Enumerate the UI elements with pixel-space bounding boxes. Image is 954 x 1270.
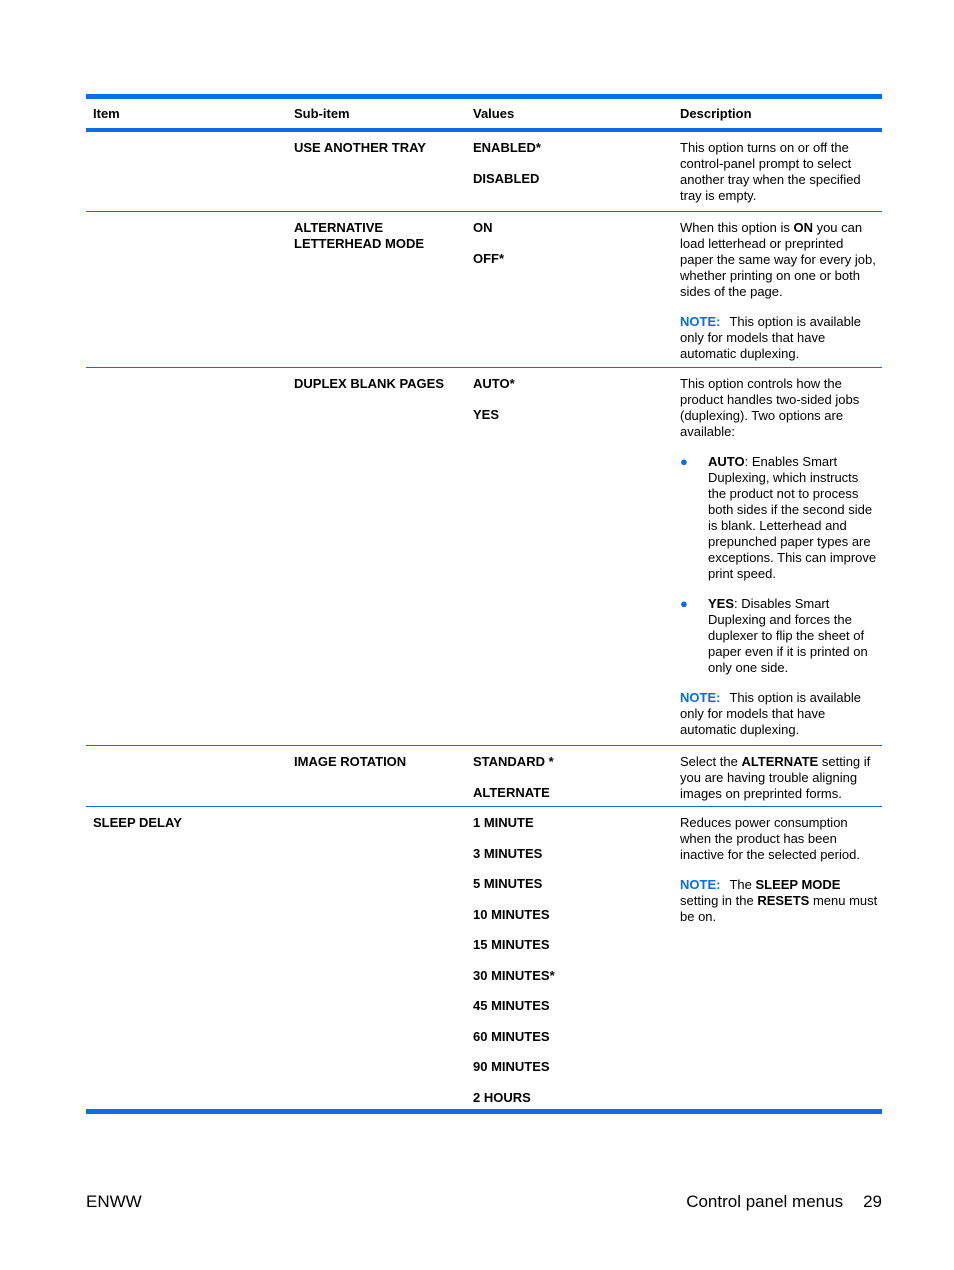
- row-description: [673, 376, 882, 739]
- row-values: [466, 140, 673, 205]
- row-subitem: DUPLEX BLANK PAGES: [294, 376, 444, 391]
- section-title: Control panel menus: [686, 1192, 844, 1211]
- description-part: setting if you are having trouble aligning images on preprinted forms.: [680, 754, 871, 801]
- bullet-detail: : Disables Smart Duplexing and forces the duplexer to flip the sheet of paper even if it is printed on only one side.: [708, 596, 868, 675]
- settings-table: [86, 94, 882, 1114]
- value-option: YES: [473, 406, 500, 422]
- row-item: [86, 376, 287, 739]
- value-option: 3 MINUTES: [473, 845, 543, 861]
- value-option: 15 MINUTES: [473, 937, 550, 952]
- header-description: Description: [680, 106, 752, 121]
- row-values: [466, 376, 673, 739]
- value-option: 10 MINUTES: [473, 906, 550, 922]
- row-subitem: USE ANOTHER TRAY: [294, 140, 426, 155]
- note: [680, 690, 878, 738]
- description-part: you can load letterhead or preprinted paper the same way for every job, whether printing on one or both sides of the page.: [680, 220, 876, 299]
- value-option: DISABLED: [473, 170, 540, 186]
- bullet-detail: : Enables Smart Duplexing, which instructs the product not to process both sides if the second side is blank. Letterhead and prepunched paper types are exceptions. This can improve print speed.: [708, 454, 877, 581]
- header-values: Values: [473, 106, 515, 121]
- value-option: AUTO*: [473, 376, 515, 391]
- bullet-icon: ●: [680, 454, 688, 469]
- row-item: [86, 754, 287, 800]
- header-subitem: Sub-item: [294, 106, 350, 121]
- value-option: OFF*: [473, 250, 505, 266]
- bullet-text: [708, 596, 878, 676]
- value-option: STANDARD *: [473, 754, 554, 769]
- value-option: 1 MINUTE: [473, 815, 534, 830]
- bullet-term: YES: [708, 596, 735, 611]
- row-values: [466, 220, 673, 361]
- bullet-icon: ●: [680, 596, 688, 611]
- description-part: When this option is: [680, 220, 794, 235]
- description-text: This option turns on or off the control-panel prompt to select another tray when the specified tray is empty.: [680, 140, 861, 203]
- value-option: 45 MINUTES: [473, 998, 550, 1013]
- description-text: This option controls how the product handles two-sided jobs (duplexing). Two options are available:: [680, 376, 860, 439]
- description-text: Reduces power consumption when the product has been inactive for the selected period.: [680, 815, 860, 862]
- bullet-term: AUTO: [708, 454, 745, 469]
- row-subitem: ALTERNATIVE LETTERHEAD MODE: [294, 220, 424, 251]
- description-part: Select the: [680, 754, 742, 769]
- note: [680, 877, 878, 925]
- row-item: SLEEP DELAY: [93, 815, 182, 830]
- table-row: [86, 212, 882, 368]
- table-row: [86, 368, 882, 746]
- note-text: The: [729, 877, 756, 892]
- row-item: [86, 140, 287, 205]
- value-option: ENABLED*: [473, 140, 541, 155]
- row-subitem: IMAGE ROTATION: [294, 754, 407, 769]
- note: [680, 314, 878, 362]
- table-header: [86, 99, 882, 132]
- description-emphasis: ON: [793, 220, 813, 235]
- bullet-item: [680, 596, 878, 676]
- note-label: NOTE:: [680, 690, 721, 705]
- note-emphasis: RESETS: [757, 893, 810, 908]
- note-text: setting in the: [680, 893, 758, 908]
- row-values: [466, 815, 673, 1103]
- description-text: [680, 754, 878, 802]
- note-label: NOTE:: [680, 877, 721, 892]
- bullet-text: [708, 454, 878, 582]
- note-text: menu must be on.: [680, 893, 878, 924]
- page-number: 29: [863, 1192, 882, 1211]
- description-emphasis: ALTERNATE: [741, 754, 819, 769]
- header-item: Item: [93, 106, 120, 121]
- row-description: [673, 754, 882, 800]
- row-item: [86, 220, 287, 361]
- value-option: 2 HOURS: [473, 1089, 531, 1105]
- footer-section: [686, 1192, 882, 1212]
- note-text: This option is available only for models that have automatic duplexing.: [680, 690, 861, 737]
- bullet-item: [680, 454, 878, 582]
- value-option: 5 MINUTES: [473, 876, 543, 891]
- description-text: [680, 220, 878, 300]
- note-label: NOTE:: [680, 314, 721, 329]
- note-emphasis: SLEEP MODE: [755, 877, 841, 892]
- value-option: 90 MINUTES: [473, 1059, 550, 1074]
- table-row: [86, 807, 882, 1114]
- row-values: [466, 754, 673, 800]
- row-subitem: [287, 815, 466, 1103]
- value-option: ON: [473, 220, 493, 235]
- table-row: [86, 132, 882, 212]
- note-text: This option is available only for models that have automatic duplexing.: [680, 314, 861, 361]
- value-option: ALTERNATE: [473, 784, 550, 800]
- table-row: [86, 746, 882, 807]
- value-option: 60 MINUTES: [473, 1028, 550, 1044]
- footer-label: ENWW: [86, 1192, 142, 1211]
- row-description: [673, 220, 882, 361]
- row-description: [673, 815, 882, 1103]
- row-description: [673, 140, 882, 205]
- value-option: 30 MINUTES*: [473, 967, 555, 983]
